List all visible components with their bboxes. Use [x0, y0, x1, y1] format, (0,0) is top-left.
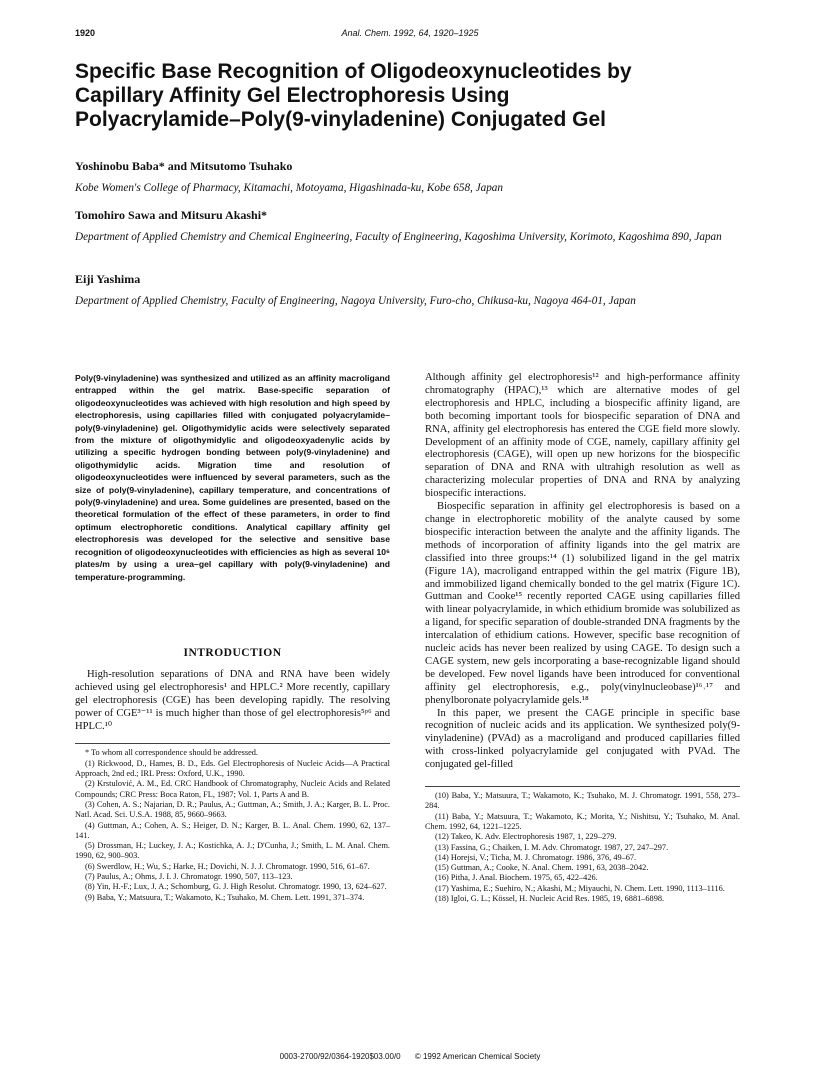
footnote: (1) Rickwood, D., Hames, B. D., Eds. Gel Electrophoresis of Nucleic Acids—A Practical Approach, 2nd ed.; IRL Press: Oxford, U.K., 1990. [75, 758, 390, 779]
article-title: Specific Base Recognition of Oligodeoxynucleotides by Capillary Affinity Gel Electrophoresis Using Polyacrylamide–Poly(9-vinyladenine) Conjugated Gel [75, 60, 632, 131]
journal-citation: Anal. Chem. 1992, 64, 1920–1925 [341, 28, 479, 38]
right-column [425, 372, 740, 904]
article-code: 0003-2700/92/0364-1920$03.00/0 [279, 1052, 401, 1061]
footnote: (17) Yashima, E.; Suehiro, N.; Akashi, M.; Miyauchi, N. Chem. Lett. 1990, 1113–1116. [435, 883, 725, 893]
body-paragraph: Although affinity gel electrophoresis¹² and high-performance affinity chromatography (HPAC),¹³ which are alternative modes of gel electrophoresis and HPLC, including a biospecific affinity ligand, are both becoming important tools for biospecific separation of DNA and RNA, affinity gel electrophoresis has entered the CGE field more slowly. Development of an affinity mode of CGE, namely, capillary affinity gel electrophoresis (CAGE), will open up new horizons for the biospecific separation of DNA and RNA with ultrahigh resolution as well as characterizing molecular properties of DNA and RNA by analyzing biospecific interactions. [425, 372, 740, 500]
footnotes-right [425, 791, 740, 904]
body-paragraph: Biospecific separation in affinity gel electrophoresis is based on a change in electrophoretic mobility of the analyte caused by some biospecific interaction between the analyte and the affinity ligands. The methods of incorporation of affinity ligands into the gel matrix are classified into three groups:¹⁴ (1) solubilized ligand in the gel matrix (Figure 1A), macroligand entrapped within the gel matrix (Figure 1B), and immobilized ligand chemically bonded to the gel matrix (Figure 1C). Guttman and Cooke¹⁵ recently reported CAGE using capillaries filled with linear polyacrylamide, in which ethidium bromide was solubilized as a ligand, for specific separation of double-stranded DNA fragments by the intercalation of ethidium cations. However, specific base recognition of nucleic acids has never been realized by using CAGE. To design such a CAGE system, new gels incorporating a base-recognizable ligand should be developed. Few novel ligands have been introduced for conventional affinity gel electrophoresis, e.g., poly(vinylnucleobase)¹⁶˒¹⁷ and phenylboronate polyacrylamide gels.¹⁸ [425, 501, 740, 706]
footnote-rule [425, 786, 740, 787]
footnotes-left [75, 748, 390, 902]
footnote: (7) Paulus, A.; Ohms, J. I. J. Chromatogr. 1990, 507, 113–123. [85, 872, 293, 881]
footnote: (2) Krstulović, A. M., Ed. CRC Handbook of Chromatography, Nucleic Acids and Related Compounds; CRC Press: Boca Raton, FL, 1987; Vol. 1, Parts A and B. [75, 779, 390, 799]
running-head [75, 28, 745, 42]
footnote: (18) Igloi, G. L.; Kössel, H. Nucleic Acid Res. 1985, 19, 6881–6898. [435, 894, 665, 904]
left-column [75, 372, 390, 903]
footnote: (15) Guttman, A.; Cooke, N. Anal. Chem. 1991, 63, 2038–2042. [435, 863, 649, 873]
page-number: 1920 [75, 28, 96, 38]
footnote: (3) Cohen, A. S.; Najarian, D. R.; Paulus, A.; Guttman, A.; Smith, J. A.; Karger, B. L. Proc. Natl. Acad. Sci. U.S.A. 1988, 85, 9660–9663. [75, 799, 390, 820]
footnote: (11) Baba, Y.; Matsuura, T.; Wakamoto, K.; Morita, Y.; Nishitsu, Y.; Tsuhako, M. Anal. Chem. 1992, 64, 1221–1225. [425, 811, 740, 831]
section-heading-introduction: INTRODUCTION [183, 646, 282, 659]
author-group-3: Eiji Yashima [75, 272, 141, 286]
footnote: * To whom all correspondence should be addressed. [85, 748, 258, 758]
footnote: (9) Baba, Y.; Matsuura, T.; Wakamoto, K.; Tsuhako, M. Chem. Lett. 1991, 371–374. [85, 892, 365, 902]
footnote: (14) Horejsi, V.; Ticha, M. J. Chromatogr. 1986, 376, 49–67. [435, 852, 637, 862]
footnote: (10) Baba, Y.; Matsuura, T.; Wakamoto, K.; Tsuhako, M. J. Chromatogr. 1991, 558, 273–284. [425, 791, 740, 811]
footnote: (6) Swerdlow, H.; Wu, S.; Harke, H.; Dovichi, N. J. J. Chromatogr. 1990, 516, 61–67. [85, 861, 370, 871]
affiliation-2: Department of Applied Chemistry and Chemical Engineering, Faculty of Engineering, Kagoshima University, Korimoto, Kagoshima 890, Japan [75, 231, 722, 243]
footnote: (5) Drossman, H.; Luckey, J. A.; Kostichka, A. J.; D'Cunha, J.; Smith, L. M. Anal. Chem. 1990, 62, 900–903. [75, 841, 390, 861]
body-paragraph: In this paper, we present the CAGE principle in specific base recognition of nucleic acids and its application. We synthesized poly(9-vinyladenine) (PVAd) as a macroligand and produced capillaries filled with cross-linked polyacrylamide gel conjugated with PVAd. The conjugated gel-filled [425, 707, 740, 771]
intro-paragraph: High-resolution separations of DNA and RNA have been widely achieved using gel electrophoresis¹ and HPLC.² More recently, capillary gel electrophoresis (CGE) has been developing rapidly. The resolving power of CGE³⁻¹¹ is much higher than those of gel electrophoresis⁵ᵖ⁶ and HPLC.¹⁰ [75, 668, 390, 732]
copyright-notice: © 1992 American Chemical Society [414, 1052, 541, 1061]
footnote: (13) Fassina, G.; Chaiken, I. M. Adv. Chromatogr. 1987, 27, 247–297. [435, 842, 669, 852]
footnote-rule [75, 743, 390, 744]
abstract: Poly(9-vinyladenine) was synthesized and utilized as an affinity macroligand entrapped within the gel matrix. Base-specific separation of oligodeoxynucleotides was achieved with high resolution and high speed by electrophoresis, using capillaries filled with conjugated polyacrylamide–poly(9-vinyladenine) gel. Oligothymidylic acids were selectively separated from the mixture of oligothymidylic and oligodeoxyadenylic acids by utilizing a specific hydrogen bonding between poly(9-vinyladenine) and oligothymidylic acids. Migration time and resolution of oligodeoxynucleotides were influenced by several parameters, such as the size of poly(9-vinyladenine), capillary temperature, and concentrations of poly(9-vinyladenine) and urea. Some guidelines are presented, based on the theoretical formulation of the effect of these parameters, in order to find optimum electrophoretic conditions. Analytical capillary affinity gel electrophoresis was developed for the selective and sensitive base recognition of oligodeoxynucleotides with efficiencies as high as several 10⁶ plates/m by using a urea–gel capillary with poly(9-vinyladenine) and temperature-programming. [75, 373, 390, 582]
affiliation-3: Department of Applied Chemistry, Faculty of Engineering, Nagoya University, Furo-cho, Chikusa-ku, Nagoya 464-01, Japan [75, 295, 636, 307]
footnote: (4) Guttman, A.; Cohen, A. S.; Heiger, D. N.; Karger, B. L. Anal. Chem. 1990, 62, 137–141. [75, 820, 390, 840]
page-footer [75, 1052, 745, 1061]
author-group-2: Tomohiro Sawa and Mitsuru Akashi* [75, 208, 268, 222]
footnote: (16) Pitha, J. Anal. Biochem. 1975, 65, 422–426. [435, 873, 598, 883]
footnote: (8) Yin, H.-F.; Lux, J. A.; Schomburg, G. J. High Resolut. Chromatogr. 1990, 13, 624–627. [85, 882, 387, 892]
footnote: (12) Takeo, K. Adv. Electrophoresis 1987, 1, 229–279. [435, 832, 617, 842]
affiliation-1: Kobe Women's College of Pharmacy, Kitamachi, Motoyama, Higashinada-ku, Kobe 658, Japan [75, 182, 503, 194]
author-group-1: Yoshinobu Baba* and Mitsutomo Tsuhako [75, 159, 293, 173]
